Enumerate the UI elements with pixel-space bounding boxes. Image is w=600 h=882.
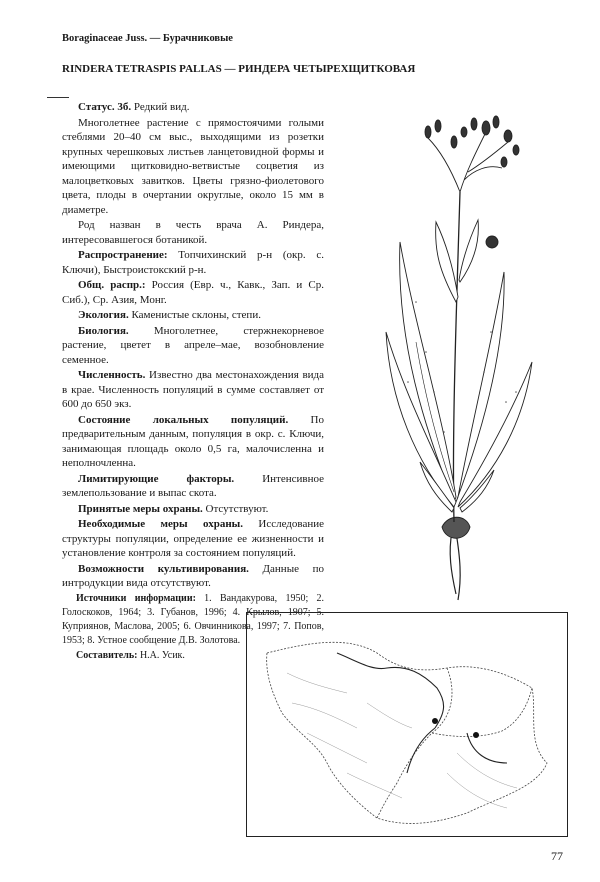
compiler-label: Составитель: — [76, 649, 138, 661]
abundance-paragraph — [62, 368, 324, 412]
general-label: Общ. распр.: — [78, 279, 146, 291]
sources-text: 1. Вандакурова, 1950; 2. Голоскоков, 1964; 3. Губанов, 1996; 4. Крылов, 1907; 5. Куприянов, Маслова, 2005; 6. Овчинникова, 1997; 7. Попов, 1953; 8. Устное сообщение Д.В. Золотова. — [62, 592, 324, 646]
species-title: RINDERA TETRASPIS PALLAS — РИНДЕРА ЧЕТЫРЕХЩИТКОВАЯ — [62, 63, 416, 75]
biology-label: Биология. — [78, 324, 129, 337]
status-text: Редкий вид. — [131, 101, 190, 113]
measures-needed-text: Исследование структуры популяции, определение ее жизненности и установление контроля за состоянием популяций. — [62, 518, 324, 559]
general-distribution-paragraph — [62, 278, 324, 307]
cultivation-label: Возможности культивирования. — [78, 562, 249, 575]
divider — [47, 97, 69, 98]
article-text — [62, 100, 324, 664]
measures-needed-label: Необходимые меры охраны. — [78, 518, 243, 530]
status-label: Статус. 3б. — [78, 101, 132, 113]
ecology-label: Экология. — [78, 309, 129, 321]
map-drawing — [247, 613, 567, 836]
description-paragraph: Многолетнее растение с прямостоячими голыми стеблями 20–40 см выс., выходящими из розетки крупных черешковых листьев ланцетовидной формы и имеющими щитковидно-ветвистые соцветия из малоцветковых завитков. Цветы грязно-фиолетового цвета, плоды в очертании округлые, около 15 мм в диаметре. — [62, 116, 324, 216]
local-text: По предварительным данным, популяция в окр. с. Ключи, занимающая площадь около 0,5 га, малочисленна и неполночленна. — [62, 413, 325, 469]
measures-taken-paragraph — [62, 502, 324, 517]
abundance-text: Известно два местонахождения вида в крае. Численность популяций в сумме составляет от 600 до 650 экз. — [62, 369, 324, 410]
page-number: 77 — [551, 849, 563, 863]
distribution-label: Распространение: — [78, 249, 168, 261]
general-text: Россия (Евр. ч., Кавк., Зап. и Ср. Сиб.), Ср. Азия, Монг. — [62, 279, 324, 306]
local-label: Состояние локальных популяций. — [78, 413, 289, 426]
biology-text: Многолетнее, стержнекорневое растение, цветет в апреле–мае, возобновление семенное. — [62, 324, 324, 366]
abundance-label: Численность. — [78, 369, 146, 381]
biology-paragraph — [62, 324, 324, 368]
cultivation-paragraph — [62, 562, 324, 591]
measures-taken-text: Отсутствуют. — [202, 502, 269, 515]
measures-needed-paragraph — [62, 517, 324, 561]
distribution-text: Топчихинский р-н (окр. с. Ключи), Быстроистокский р-н. — [62, 249, 324, 276]
limiting-text: Интенсивное землепользование и выпас скота. — [62, 472, 324, 499]
ecology-paragraph — [62, 308, 324, 323]
distribution-paragraph — [62, 248, 324, 277]
compiler-text: Н.А. Усик. — [137, 649, 185, 661]
limiting-label: Лимитирующие факторы. — [78, 472, 235, 485]
status-paragraph — [62, 100, 324, 115]
etymology-paragraph: Род назван в честь врача А. Риндера, интересовавшегося ботаникой. — [62, 219, 324, 246]
local-populations-paragraph — [62, 413, 324, 471]
distribution-map — [246, 612, 568, 837]
family-header: Boraginaceae Juss. — Бурачниковые — [62, 33, 233, 44]
sources-label: Источники информации: — [76, 592, 196, 604]
plant-illustration — [356, 102, 544, 602]
ecology-text: Каменистые склоны, степи. — [128, 309, 261, 321]
cultivation-text: Данные по интродукции вида отсутствуют. — [62, 562, 324, 589]
limiting-factors-paragraph — [62, 472, 324, 501]
measures-taken-label: Принятые меры охраны. — [78, 502, 203, 515]
